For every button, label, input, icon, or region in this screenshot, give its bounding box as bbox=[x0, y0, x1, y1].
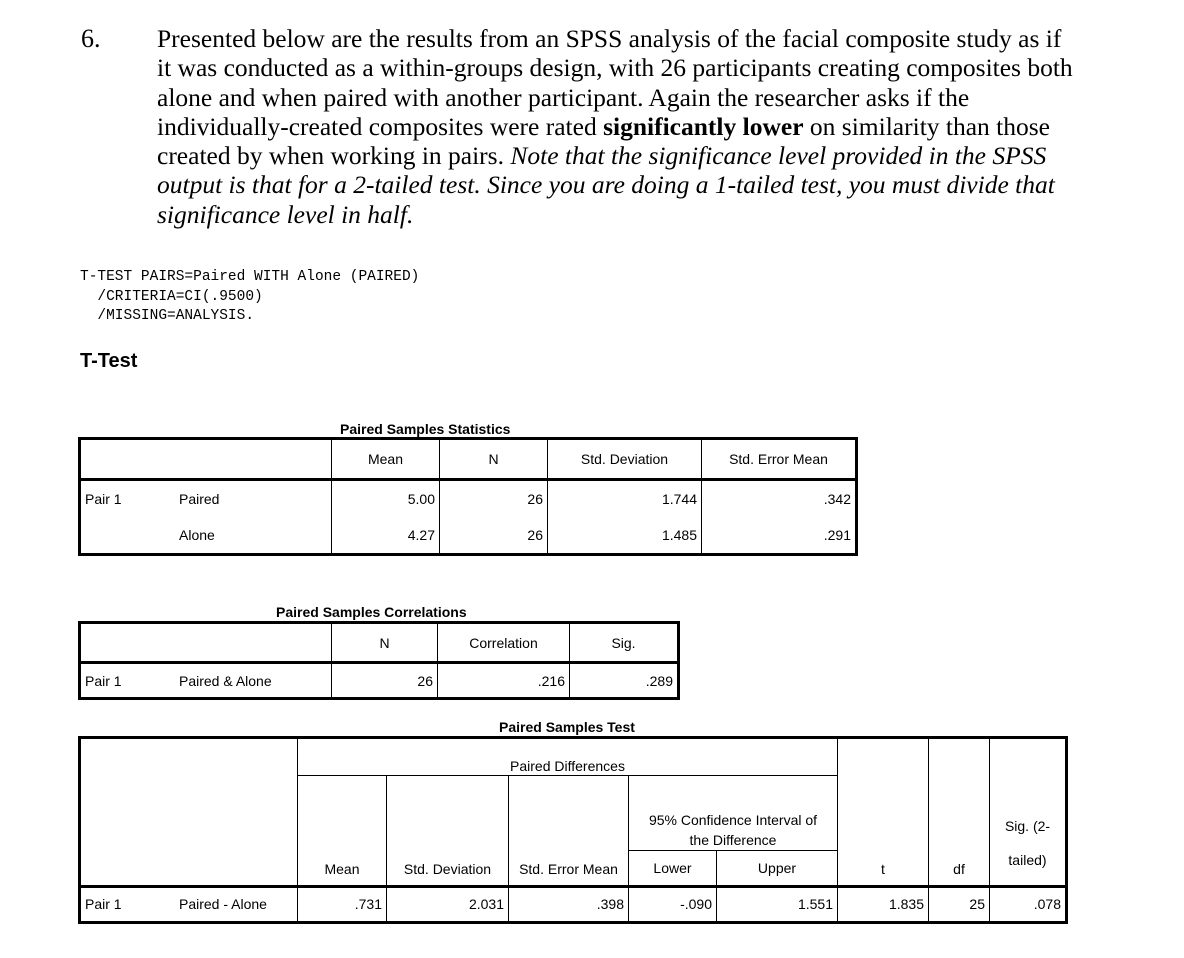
syntax-line: T-TEST PAIRS=Paired WITH Alone (PAIRED) bbox=[80, 269, 420, 285]
sd-value: 2.031 bbox=[387, 886, 509, 922]
table-row bbox=[80, 886, 1067, 922]
spss-syntax bbox=[80, 268, 419, 327]
table-row bbox=[80, 663, 679, 699]
empty-cell bbox=[80, 623, 168, 663]
question-text-segment: individually-created composites were rated bbox=[157, 111, 604, 141]
empty-cell bbox=[80, 738, 298, 887]
stats-table-title: Paired Samples Statistics bbox=[340, 421, 511, 437]
question-line: it was conducted as a within-groups design, with 26 participants creating composites both bbox=[157, 53, 1073, 83]
df-value: 25 bbox=[929, 886, 990, 922]
mean-value: 5.00 bbox=[332, 480, 440, 518]
table-row bbox=[80, 480, 857, 518]
corr-table-title: Paired Samples Correlations bbox=[276, 604, 467, 620]
column-header: Std. Deviation bbox=[548, 439, 702, 480]
note-text: significance level in half. bbox=[157, 199, 414, 229]
pair-label bbox=[80, 518, 168, 555]
column-header: Std. Deviation bbox=[387, 776, 509, 887]
sem-value: .342 bbox=[702, 480, 857, 518]
syntax-line: /CRITERIA=CI(.9500) bbox=[80, 288, 263, 305]
column-header: N bbox=[440, 439, 548, 480]
empty-cell bbox=[167, 439, 332, 480]
question-line bbox=[157, 170, 1097, 199]
ci-header: 95% Confidence Interval of bbox=[629, 776, 838, 832]
pair-label: Pair 1 bbox=[80, 886, 168, 922]
lower-value: -.090 bbox=[629, 886, 717, 922]
mean-value: .731 bbox=[298, 886, 387, 922]
syntax-line: /MISSING=ANALYSIS. bbox=[80, 308, 255, 324]
question-line: Presented below are the results from an SPSS analysis of the facial composite study as if bbox=[157, 24, 1062, 53]
column-header: Correlation bbox=[438, 623, 570, 663]
sd-value: 1.485 bbox=[548, 518, 702, 555]
question-line bbox=[157, 112, 1097, 141]
section-heading: T-Test bbox=[80, 350, 138, 372]
column-header: Upper bbox=[717, 850, 838, 886]
test-table-title: Paired Samples Test bbox=[499, 719, 635, 735]
empty-cell bbox=[80, 439, 168, 480]
sig-value: .289 bbox=[570, 663, 679, 699]
question-text-segment: created by when working in pairs. bbox=[157, 141, 511, 171]
ci-header: the Difference bbox=[629, 832, 838, 851]
column-header: t bbox=[838, 738, 929, 887]
table-header-row bbox=[80, 738, 1067, 776]
question-line bbox=[157, 141, 1097, 170]
sig-value: .078 bbox=[990, 886, 1067, 922]
header-line: tailed) bbox=[1008, 851, 1047, 868]
paired-samples-statistics-table bbox=[78, 437, 858, 556]
note-text: Note that the significance level provided in the SPSS bbox=[510, 141, 1047, 171]
paired-samples-correlations-table bbox=[78, 621, 680, 700]
empty-cell bbox=[167, 623, 332, 663]
paired-samples-test-table bbox=[78, 736, 1068, 924]
question-line: alone and when paired with another participant. Again the researcher asks if the bbox=[157, 82, 970, 112]
emphasis-text: significantly lower bbox=[603, 111, 804, 141]
column-header bbox=[990, 738, 1067, 887]
mean-value: 4.27 bbox=[332, 518, 440, 555]
question-text bbox=[157, 24, 1097, 229]
variable-label: Paired - Alone bbox=[167, 886, 298, 922]
n-value: 26 bbox=[440, 480, 548, 518]
column-header: Mean bbox=[298, 776, 387, 887]
question-number: 6. bbox=[81, 24, 101, 53]
column-header: Mean bbox=[332, 439, 440, 480]
table-header-row bbox=[80, 439, 857, 480]
table-row bbox=[80, 518, 857, 555]
column-header: Std. Error Mean bbox=[702, 439, 857, 480]
table-header-row bbox=[80, 623, 679, 663]
sem-value: .291 bbox=[702, 518, 857, 555]
variable-label: Paired & Alone bbox=[167, 663, 332, 699]
correlation-value: .216 bbox=[438, 663, 570, 699]
group-header: Paired Differences bbox=[298, 738, 838, 776]
t-value: 1.835 bbox=[838, 886, 929, 922]
sem-value: .398 bbox=[509, 886, 629, 922]
n-value: 26 bbox=[440, 518, 548, 555]
pair-label: Pair 1 bbox=[80, 663, 168, 699]
column-header: N bbox=[332, 623, 438, 663]
column-header: Std. Error Mean bbox=[509, 776, 629, 887]
n-value: 26 bbox=[332, 663, 438, 699]
pair-label: Pair 1 bbox=[80, 480, 168, 518]
variable-label: Alone bbox=[167, 518, 332, 555]
variable-label: Paired bbox=[167, 480, 332, 518]
column-header: Sig. bbox=[570, 623, 679, 663]
question-line bbox=[157, 200, 1097, 229]
question-text-segment: on similarity than those bbox=[803, 111, 1051, 141]
column-header: df bbox=[929, 738, 990, 887]
column-header: Lower bbox=[629, 850, 717, 886]
header-line: Sig. (2- bbox=[1004, 817, 1051, 834]
upper-value: 1.551 bbox=[717, 886, 838, 922]
sd-value: 1.744 bbox=[548, 480, 702, 518]
note-text: output is that for a 2-tailed test. Since you are doing a 1-tailed test, you must divide that bbox=[157, 170, 1055, 200]
